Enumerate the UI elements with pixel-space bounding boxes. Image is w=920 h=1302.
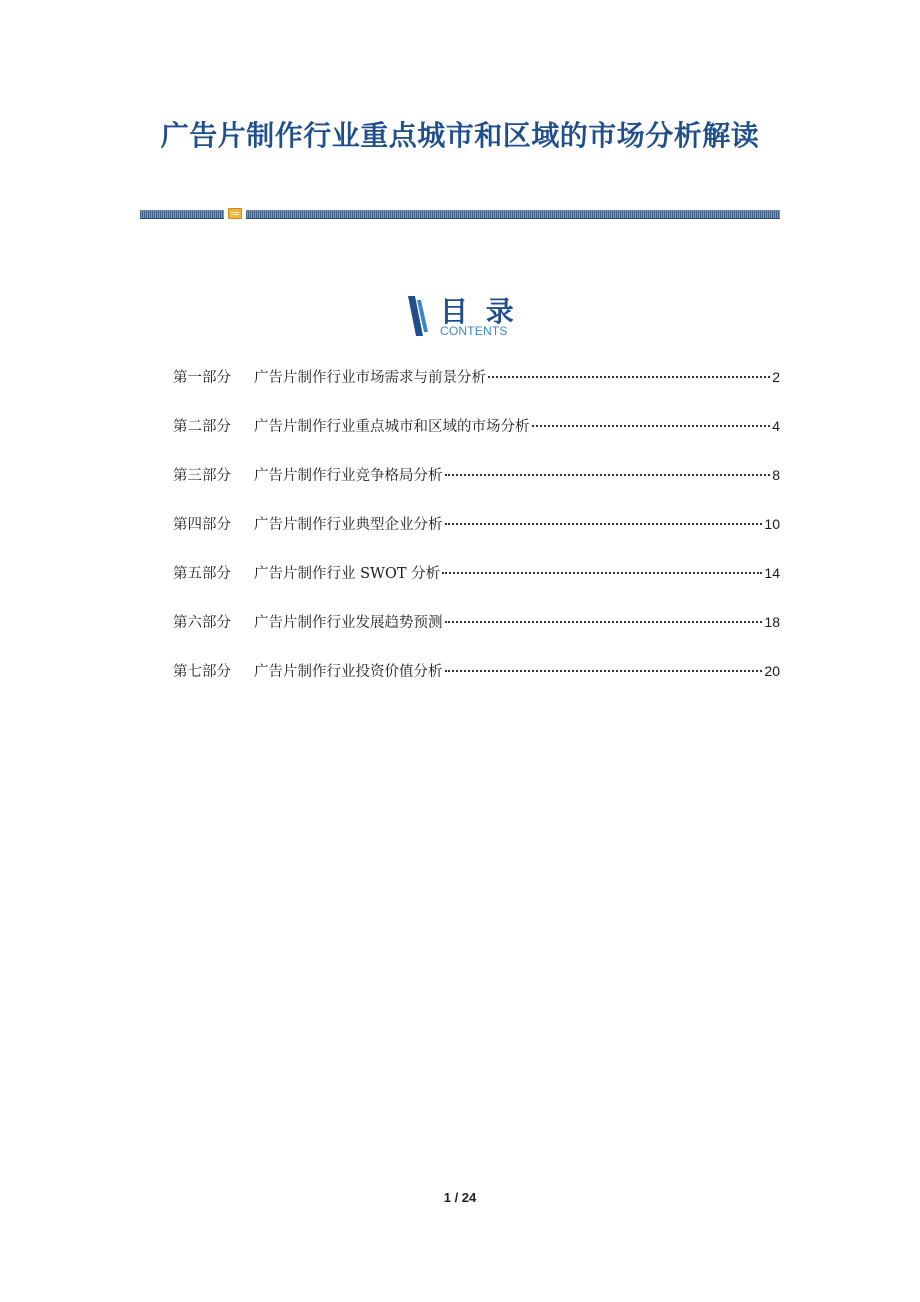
toc-entry-7[interactable] xyxy=(173,660,780,709)
page-number: 1 / 24 xyxy=(443,1190,477,1205)
toc-part-label: 第五部分 xyxy=(173,566,231,582)
toc-leader-dots xyxy=(532,425,771,427)
toc-section-title: 广告片制作行业投资价值分析 xyxy=(254,664,443,680)
toc-part-label: 第四部分 xyxy=(173,517,231,533)
document-title: 广告片制作行业重点城市和区域的市场分析解读 xyxy=(160,119,760,152)
toc-leader-dots xyxy=(445,621,763,623)
toc-leader-dots xyxy=(445,523,763,525)
toc-entry-4[interactable] xyxy=(173,513,780,562)
toc-leader-dots xyxy=(445,670,763,672)
toc-page-number: 10 xyxy=(764,516,780,532)
toc-entry-3[interactable] xyxy=(173,464,780,513)
toc-entry-6[interactable] xyxy=(173,611,780,660)
toc-leader-dots xyxy=(445,474,771,476)
toc-page-number: 14 xyxy=(764,565,780,581)
toc-page-number: 2 xyxy=(772,369,780,385)
toc-leader-dots xyxy=(488,376,770,378)
toc-section-title: 广告片制作行业市场需求与前景分析 xyxy=(254,370,486,386)
toc-section-title: 广告片制作行业 SWOT 分析 xyxy=(254,566,441,582)
toc-part-label: 第三部分 xyxy=(173,468,231,484)
toc-page-number: 8 xyxy=(772,467,780,483)
table-of-contents xyxy=(173,366,780,709)
toc-section-title: 广告片制作行业典型企业分析 xyxy=(254,517,443,533)
title-divider xyxy=(140,208,780,218)
toc-section-title: 广告片制作行业竞争格局分析 xyxy=(254,468,443,484)
toc-entry-5[interactable] xyxy=(173,562,780,611)
contents-title-cn: 目 录 xyxy=(440,295,518,328)
toc-section-title: 广告片制作行业发展趋势预测 xyxy=(254,615,443,631)
divider-left-segment xyxy=(140,210,224,219)
contents-heading xyxy=(406,294,536,338)
toc-part-label: 第二部分 xyxy=(173,419,231,435)
contents-book-icon xyxy=(406,294,432,338)
toc-part-label: 第六部分 xyxy=(173,615,231,631)
toc-page-number: 18 xyxy=(764,614,780,630)
toc-entry-2[interactable] xyxy=(173,415,780,464)
toc-section-title: 广告片制作行业重点城市和区域的市场分析 xyxy=(254,419,530,435)
toc-page-number: 20 xyxy=(764,663,780,679)
toc-page-number: 4 xyxy=(772,418,780,434)
toc-part-label: 第一部分 xyxy=(173,370,231,386)
toc-entry-1[interactable] xyxy=(173,366,780,415)
toc-part-label: 第七部分 xyxy=(173,664,231,680)
divider-right-segment xyxy=(246,210,780,219)
toc-leader-dots xyxy=(442,572,762,574)
contents-title-en: CONTENTS xyxy=(440,324,508,338)
divider-badge-icon xyxy=(228,208,242,219)
